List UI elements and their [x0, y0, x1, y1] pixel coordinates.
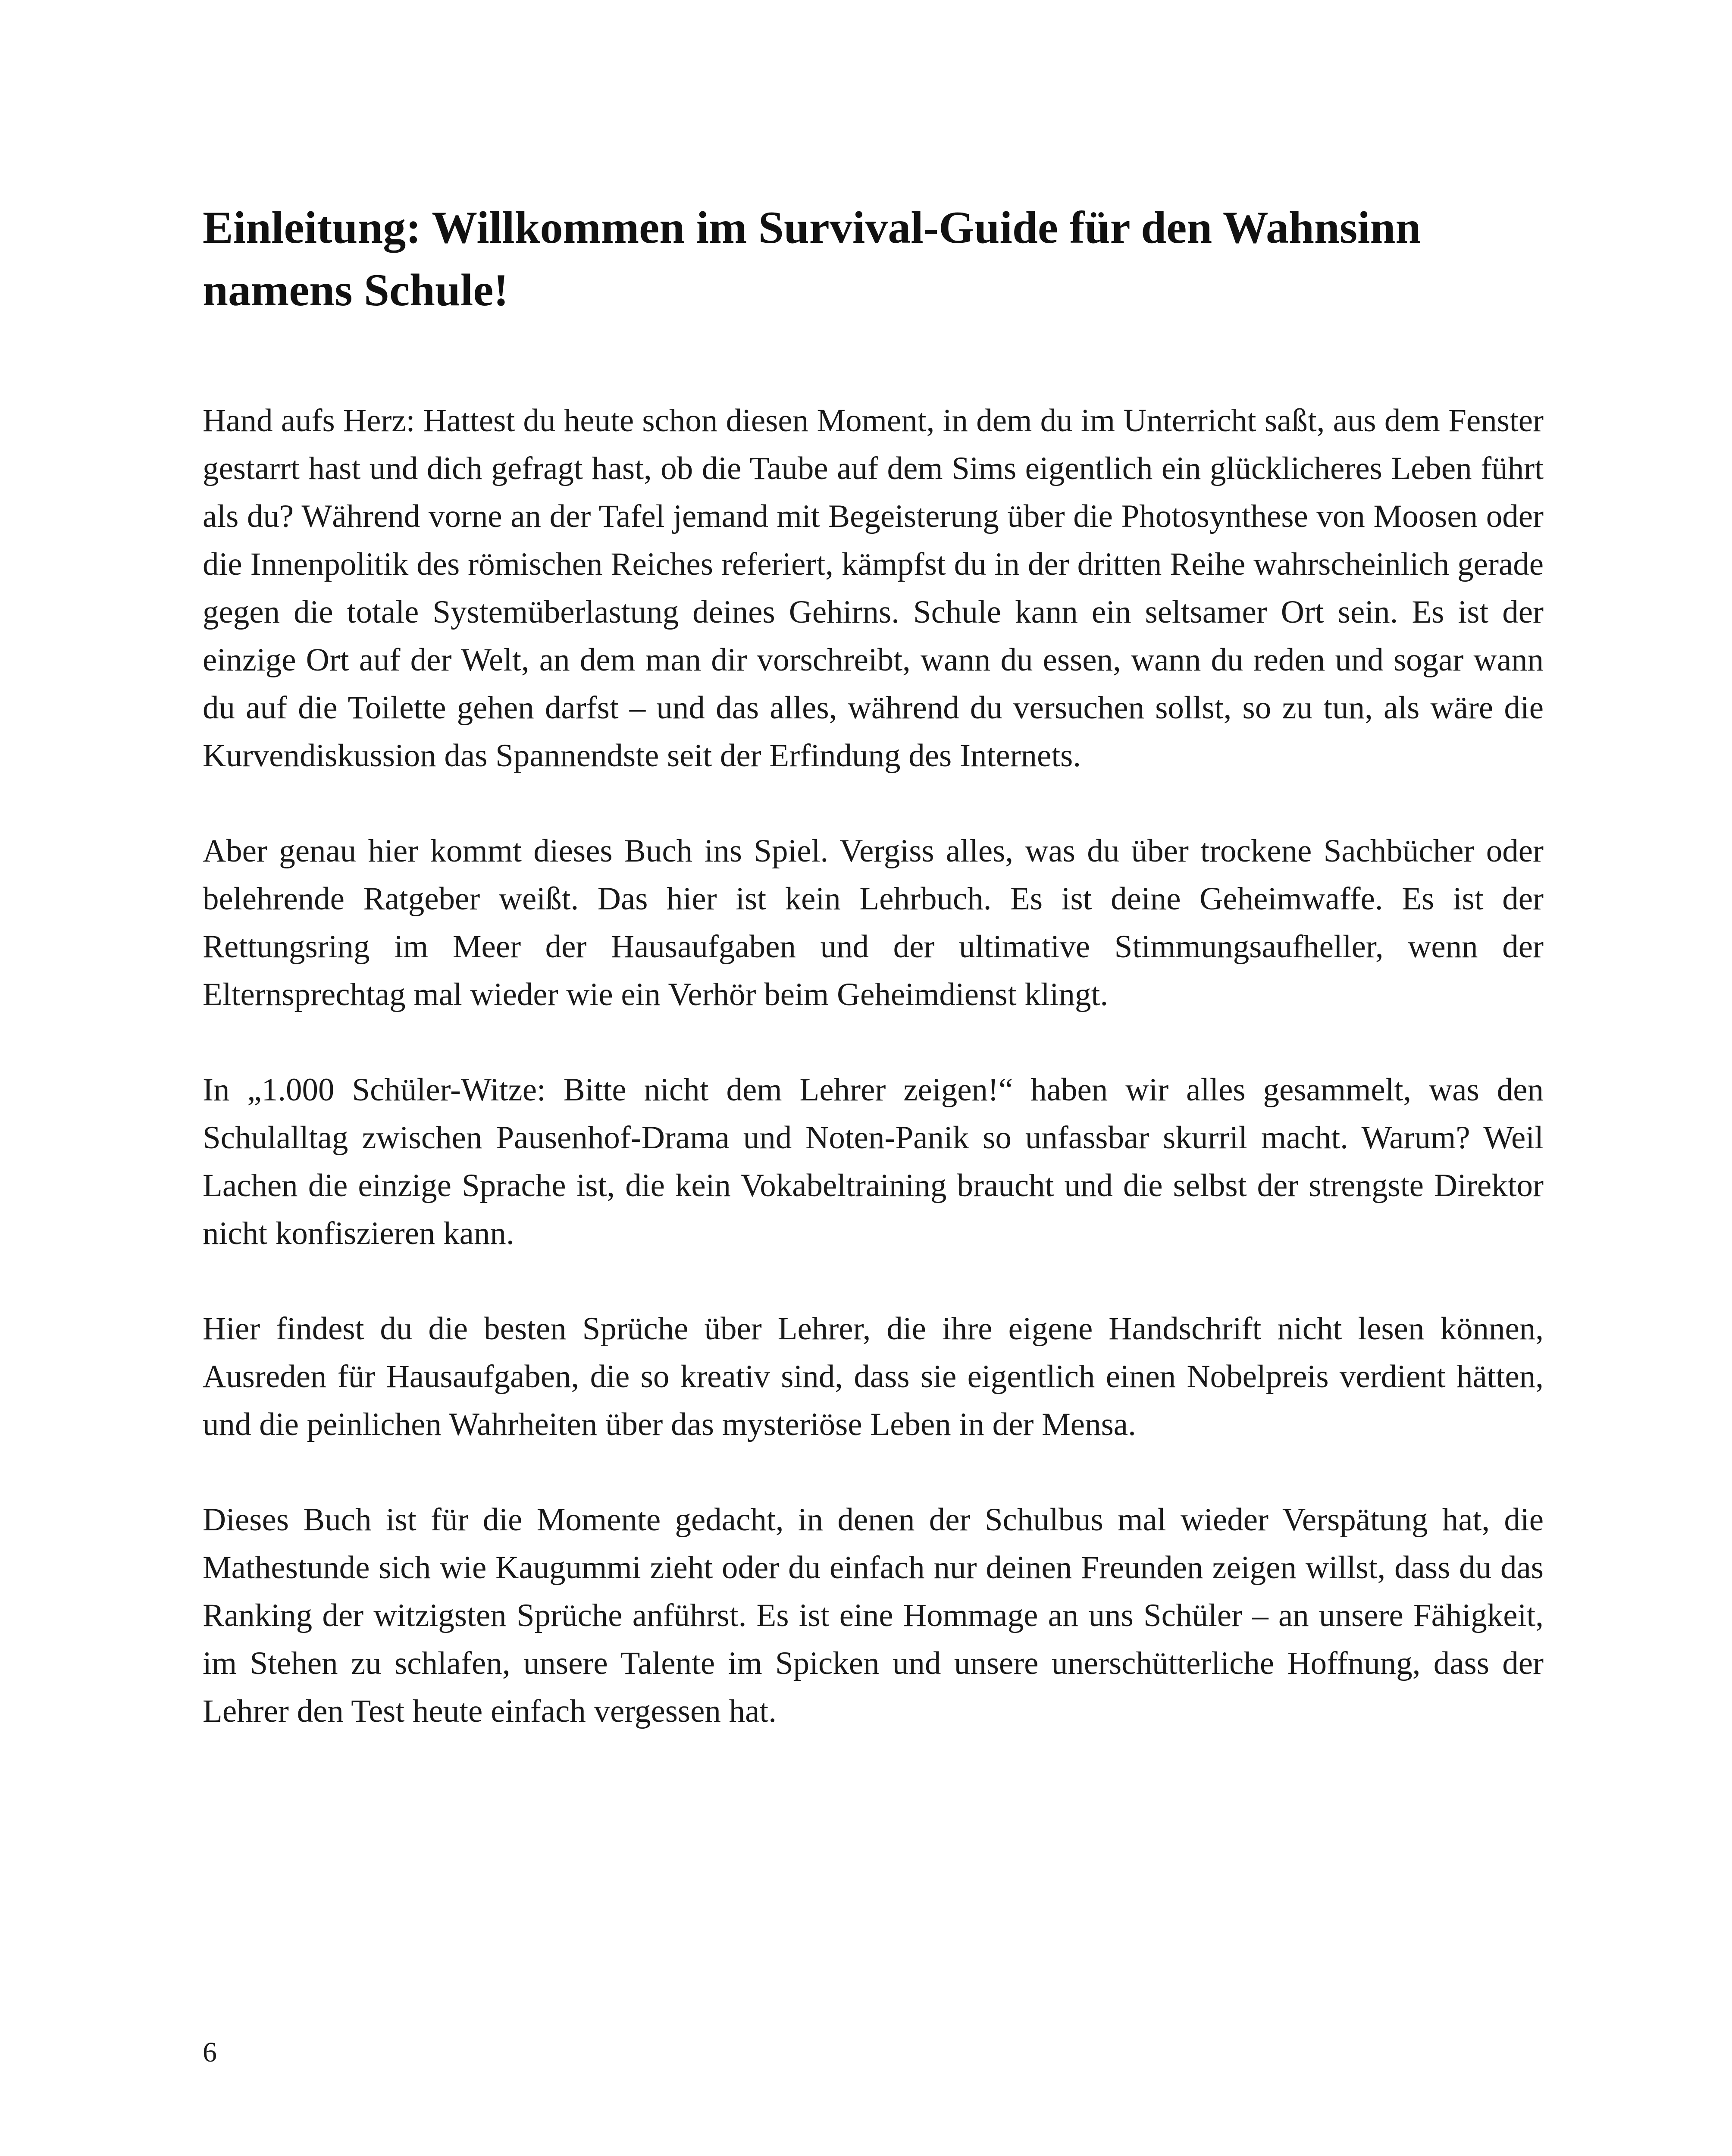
page-content — [203, 196, 1544, 1783]
intro-paragraph-5: Dieses Buch ist für die Momente gedacht, in denen der Schulbus mal wieder Verspätung hat, die Mathestunde sich wie Kaugummi zieht oder du einfach nur deinen Freunden zeigen willst, dass du das Ranking der witzigsten Sprüche anführst. Es ist eine Hommage an uns Schüler – an unsere Fähigkeit, im Stehen zu schlafen, unsere Talente im Spicken und unsere unerschütterliche Hoffnung, dass der Lehrer den Test heute einfach vergessen hat. — [203, 1502, 1544, 1729]
intro-paragraph-1: Hand aufs Herz: Hattest du heute schon diesen Moment, in dem du im Unterricht saßt, aus dem Fenster gestarrt hast und dich gefragt hast, ob die Taube auf dem Sims eigentlich ein glücklicheres Leben führt als du? Während vorne an der Tafel jemand mit Begeisterung über die Photosynthese von Moosen oder die Innenpolitik des römischen Reiches referiert, kämpfst du in der dritten Reihe wahrscheinlich gerade gegen die totale Systemüberlastung deines Gehirns. Schule kann ein seltsamer Ort sein. Es ist der einzige Ort auf der Welt, an dem man dir vorschreibt, wann du essen, wann du reden und sogar wann du auf die Toilette gehen darfst – und das alles, während du versuchen sollst, so zu tun, als wäre die Kurvendiskussion das Spannendste seit der Erfindung des Internets. — [203, 403, 1544, 774]
intro-paragraph-3: In „1.000 Schüler-Witze: Bitte nicht dem Lehrer zeigen!“ haben wir alles gesammelt, was den Schulalltag zwischen Pausenhof-Drama und Noten-Panik so unfassbar skurril macht. Warum? Weil Lachen die einzige Sprache ist, die kein Vokabeltraining braucht und die selbst der strengste Direktor nicht konfiszieren kann. — [203, 1072, 1544, 1251]
page-number: 6 — [203, 2037, 217, 2068]
intro-paragraph-4: Hier findest du die besten Sprüche über Lehrer, die ihre eigene Handschrift nicht lesen können, Ausreden für Hausaufgaben, die so kreativ sind, dass sie eigentlich einen Nobelpreis verdient hätten, und die peinlichen Wahrheiten über das mysteriöse Leben in der Mensa. — [203, 1311, 1544, 1442]
chapter-title: Einleitung: Willkommen im Survival-Guide für den Wahnsinn namens Schule! — [203, 202, 1421, 315]
intro-paragraph-2: Aber genau hier kommt dieses Buch ins Spiel. Vergiss alles, was du über trockene Sachbücher oder belehrende Ratgeber weißt. Das hier ist kein Lehrbuch. Es ist deine Geheimwaffe. Es ist der Rettungsring im Meer der Hausaufgaben und der ultimative Stimmungsaufheller, wenn der Elternsprechtag mal wieder wie ein Verhör beim Geheimdienst klingt. — [203, 833, 1544, 1012]
